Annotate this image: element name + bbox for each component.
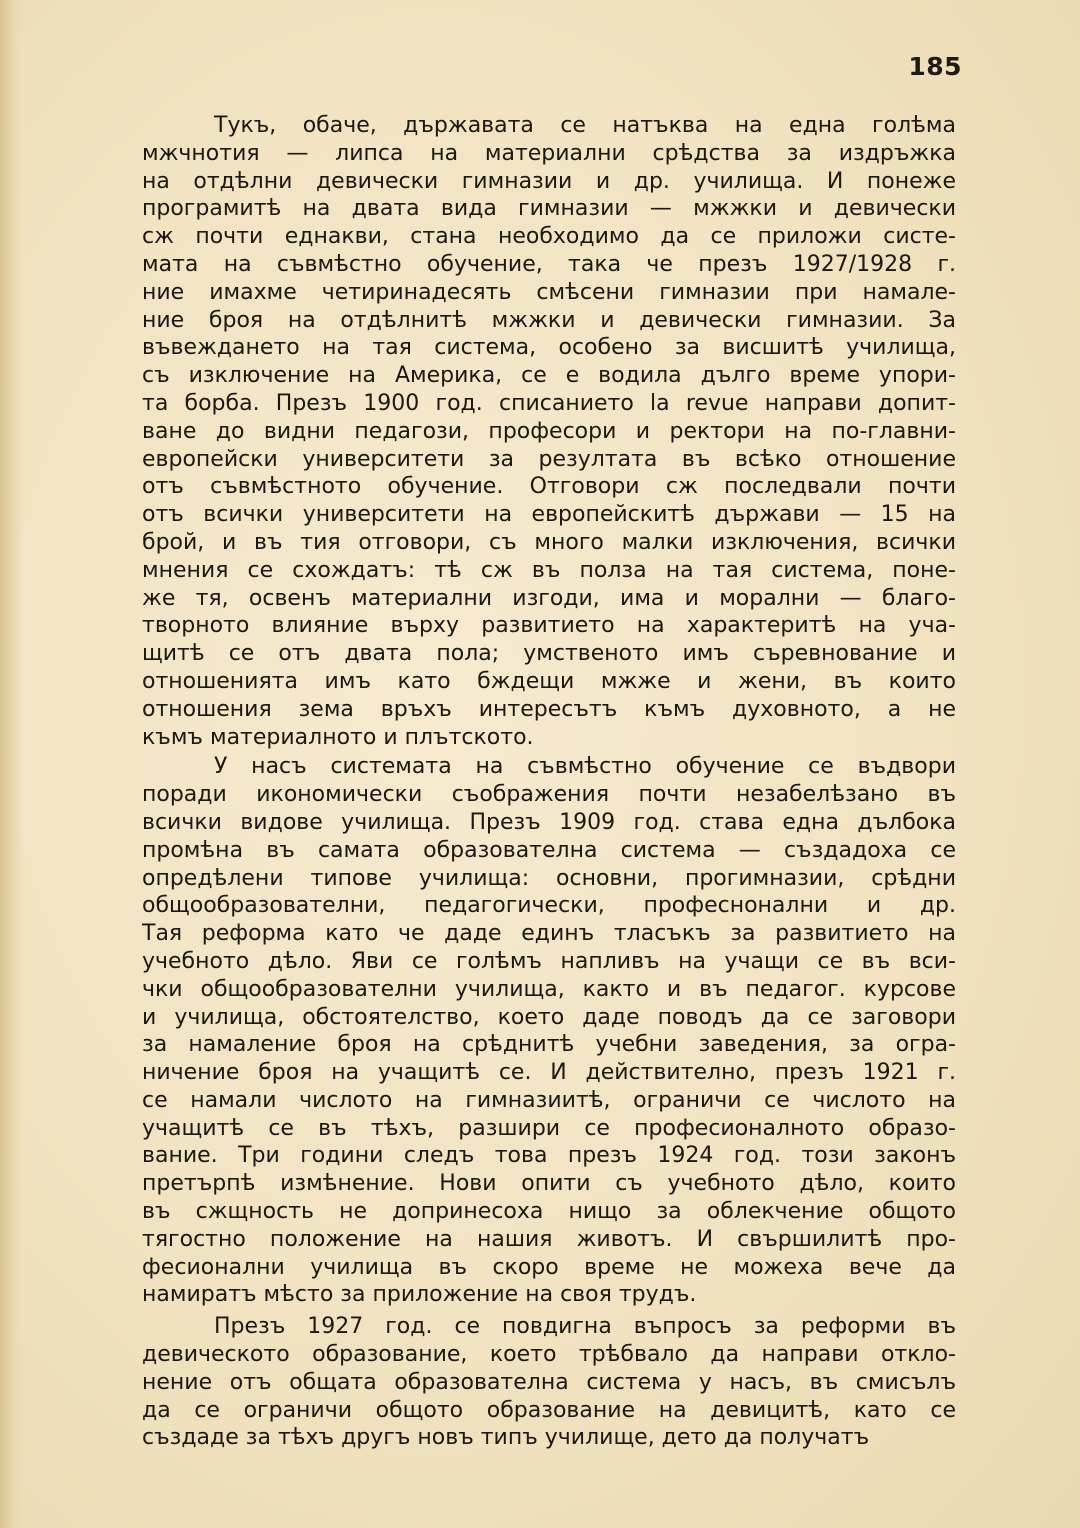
text-line: учащитѣ се въ тѣхъ, разшири се професионалното образо- [142, 1115, 956, 1141]
text-line: сж почти еднакви, стана необходимо да се приложи систе- [142, 224, 956, 250]
text-line: поради икономически съображения почти незабелѣзано въ [142, 782, 956, 808]
text-line: мжчнотия — липса на материални срѣдства за издръжка [142, 140, 956, 166]
text-line: създаде за тѣхъ другъ новъ типъ училище, дето да получатъ [142, 1425, 870, 1451]
text-line: щитѣ се отъ двата пола; умственото имъ съревнование и [142, 641, 956, 667]
text-line: да се ограничи общото образование на девицитѣ, като се [142, 1397, 956, 1423]
text-line: Тая реформа като че даде единъ тласъкъ за развитието на [142, 921, 956, 947]
text-line: въ сжщность не допринесоха нищо за облекчение общото [142, 1199, 956, 1225]
text-line: промѣна въ самата образователна система — създадоха се [142, 837, 956, 863]
page-number: 185 [908, 52, 962, 81]
text-line: отношенията имъ като бждещи мжже и жени, въ които [142, 668, 956, 694]
text-line: ване до видни педагози, професори и ректори на по-главни- [142, 418, 956, 444]
body-text [142, 112, 956, 1452]
text-line: Тукъ, обаче, държавата се натъква на една голѣма [214, 113, 956, 138]
text-line: въвеждането на тая система, особено за висшитѣ училища, [142, 335, 956, 361]
text-line: творното влияние върху развитието на характеритѣ на уча- [142, 613, 956, 639]
text-line: отношения зема връхъ интересътъ къмъ духовното, а не [142, 696, 956, 722]
text-line: къмъ материалното и плътското. [142, 724, 534, 750]
text-line: съ изключение на Америка, се е водила дълго време упори- [142, 363, 956, 389]
text-line: и училища, обстоятелство, което даде поводъ да се заговори [142, 1004, 956, 1030]
text-line: намиратъ мѣсто за приложение на своя трудъ. [142, 1282, 697, 1308]
text-line: ничение броя на учащитѣ се. И действително, презъ 1921 г. [142, 1060, 956, 1086]
text-line: се намали числото на гимназиитѣ, ограничи се числото на [142, 1087, 956, 1113]
text-line: фесионални училища въ скоро време не можеха вече да [142, 1254, 956, 1280]
text-line: общообразователни, педагогически, професнонални и др. [142, 893, 956, 919]
text-line: тягостно положение на нашия животъ. И свършилитѣ про- [142, 1226, 956, 1252]
text-line: У насъ системата на съвмѣстно обучение се въдвори [214, 754, 956, 780]
text-line: же тя, освенъ материални изгоди, има и морални — благо- [142, 585, 956, 611]
text-line: на отдѣлни девически гимназии и др. училища. И понеже [142, 168, 956, 194]
text-line: европейски университети за резултата въ всѣко отношение [142, 446, 956, 472]
paragraph-3 [142, 1313, 956, 1452]
text-line: отъ всички университети на европейскитѣ държави — 15 на [142, 502, 956, 528]
text-line: ние имахме четиринадесять смѣсени гимназии при намале- [142, 279, 956, 305]
text-line: Презъ 1927 год. се повдигна въпросъ за реформи въ [214, 1314, 956, 1340]
text-line: та борба. Презъ 1900 год. списанието la revue направи допит- [142, 390, 956, 416]
text-line: всички видове училища. Презъ 1909 год. става една дълбока [142, 809, 956, 835]
paragraph-1 [142, 112, 956, 751]
text-line: отъ съвмѣстното обучение. Отговори сж последвали почти [142, 474, 956, 500]
text-line: претърпѣ измѣнение. Нови опити съ учебното дѣло, които [142, 1171, 956, 1197]
text-line: мата на съвмѣстно обучение, така че презъ 1927/1928 г. [142, 251, 956, 277]
text-line: ние броя на отдѣлнитѣ мжжки и девически гимназии. За [142, 307, 956, 333]
text-line: вание. Три години следъ това презъ 1924 год. този законъ [142, 1143, 956, 1169]
text-line: програмитѣ на двата вида гимназии — мжжки и девически [142, 196, 956, 222]
text-line: девическото образование, което трѣбвало да направи откло- [142, 1342, 956, 1368]
text-line: мнения се схождатъ: тѣ сж въ полза на тая система, поне- [142, 557, 956, 583]
page-binding-edge [0, 0, 22, 1528]
text-line: учебното дѣло. Яви се голѣмъ напливъ на учащи се въ вси- [142, 948, 956, 974]
text-line: чки общообразователни училища, както и въ педагог. курсове [142, 976, 956, 1002]
text-line: за намаление броя на срѣднитѣ учебни заведения, за огра- [142, 1032, 956, 1058]
text-line: опредѣлени типове училища: основни, прогимназии, срѣдни [142, 865, 956, 891]
text-line: брой, и въ тия отговори, съ много малки изключения, всички [142, 529, 956, 555]
text-line: нение отъ общата образователна система у насъ, въ смисълъ [142, 1369, 956, 1395]
paragraph-2 [142, 753, 956, 1309]
